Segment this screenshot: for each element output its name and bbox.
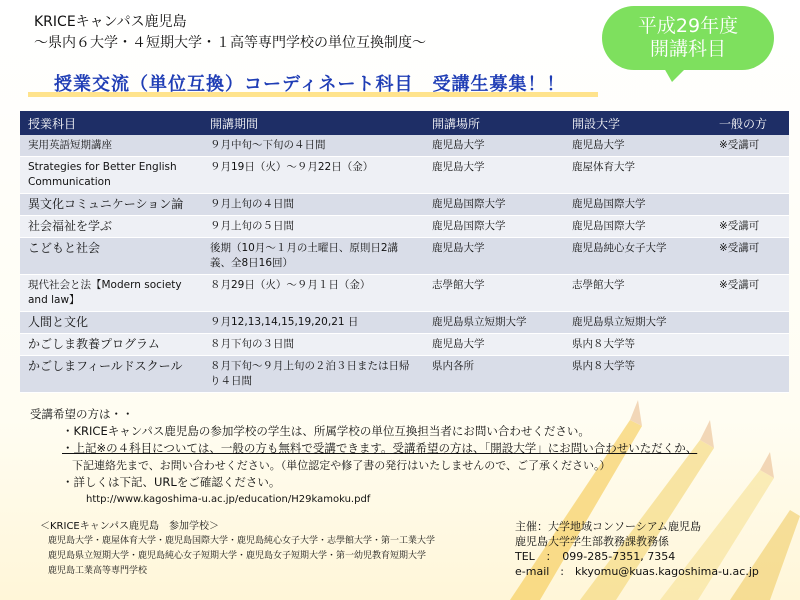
cell-general (711, 194, 789, 216)
member-schools (40, 519, 436, 579)
badge-line-2: 開講科目 (649, 38, 726, 60)
cell-univ: 鹿児島大学 (564, 135, 711, 157)
pdf-link[interactable]: http://www.kagoshima-u.ac.jp/education/H29kamoku.pdf (86, 494, 371, 505)
notes-intro: 受講希望の方は・・ (30, 407, 134, 421)
cell-place: 鹿児島国際大学 (424, 216, 564, 238)
header-general: 一般の方 (711, 111, 789, 135)
cell-univ: 鹿児島県立短期大学 (564, 312, 711, 334)
cell-period: ９月中旬～下旬の４日間 (202, 135, 424, 157)
cell-period: ８月下旬～９月上旬の２泊３日または日帰り４日間 (202, 356, 424, 393)
header-period: 開講期間 (202, 111, 424, 135)
cell-univ: 鹿児島国際大学 (564, 194, 711, 216)
table-row (20, 275, 789, 312)
cell-general: ※受講可 (711, 275, 789, 312)
cell-place: 鹿児島国際大学 (424, 194, 564, 216)
table-row (20, 194, 789, 216)
cell-univ: 県内８大学等 (564, 334, 711, 356)
cell-general: ※受講可 (711, 238, 789, 275)
table-row (20, 135, 789, 157)
cell-general (711, 157, 789, 194)
contact-office: 鹿児島大学学生部教務課教務係 (515, 535, 669, 548)
note-1: ・KRICEキャンパス鹿児島の参加学校の学生は、所属学校の単位互換担当者にお問い合わせください。 (62, 424, 590, 438)
cell-general (711, 334, 789, 356)
note-3: ・詳しくは下記、URLをご確認ください。 (62, 475, 281, 489)
cell-period: ８月29日（火）～９月１日（金） (202, 275, 424, 312)
cell-general: ※受講可 (711, 135, 789, 157)
cell-general (711, 312, 789, 334)
cell-place: 県内各所 (424, 356, 564, 393)
cell-place: 鹿児島大学 (424, 238, 564, 275)
header-title (34, 12, 426, 54)
table-header-row (20, 111, 789, 135)
members-line-1: 鹿児島大学・鹿屋体育大学・鹿児島国際大学・鹿児島純心女子大学・志學館大学・第一工業大学 (48, 536, 436, 546)
badge-line-1: 平成29年度 (637, 15, 739, 37)
cell-period: ９月19日（火）～９月22日（金） (202, 157, 424, 194)
note-2b: 下記連絡先まで、お問い合わせください。（単位認定や修了書の発行はいたしませんので、ご了承ください。） (72, 459, 611, 472)
main-heading: 授業交流（単位互換）コーディネート科目 受講生募集！！ (54, 74, 566, 95)
table-row (20, 216, 789, 238)
cell-course: 人間と文化 (20, 312, 202, 334)
cell-course: 現代社会と法【Modern society and law】 (20, 275, 202, 312)
table-row (20, 238, 789, 275)
cell-univ: 県内８大学等 (564, 356, 711, 393)
cell-univ: 鹿児島純心女子大学 (564, 238, 711, 275)
table-row (20, 157, 789, 194)
cell-period: ９月上旬の４日間 (202, 194, 424, 216)
table-row (20, 356, 789, 393)
course-table (20, 111, 789, 393)
cell-course: かごしま教養プログラム (20, 334, 202, 356)
members-line-3: 鹿児島工業高等専門学校 (48, 566, 148, 576)
cell-course: こどもと社会 (20, 238, 202, 275)
contact-email[interactable]: e-mail : kkyomu@kuas.kagoshima-u.ac.jp (515, 565, 759, 578)
contact-info (515, 519, 759, 579)
cell-general: ※受講可 (711, 216, 789, 238)
header-place: 開講場所 (424, 111, 564, 135)
cell-period: ８月下旬の３日間 (202, 334, 424, 356)
cell-period: ９月12,13,14,15,19,20,21 日 (202, 312, 424, 334)
cell-place: 鹿児島大学 (424, 157, 564, 194)
cell-period: 後期（10月～１月の土曜日、原則日2講義、全8日16回） (202, 238, 424, 275)
cell-course: 実用英語短期講座 (20, 135, 202, 157)
table-row (20, 334, 789, 356)
header-univ: 開設大学 (564, 111, 711, 135)
notes-section (30, 406, 697, 508)
cell-place: 鹿児島大学 (424, 334, 564, 356)
cell-period: ９月上旬の５日間 (202, 216, 424, 238)
header-line-1: KRICEキャンパス鹿児島 (34, 14, 187, 30)
header-course: 授業科目 (20, 111, 202, 135)
cell-univ: 鹿児島国際大学 (564, 216, 711, 238)
cell-general (711, 356, 789, 393)
cell-course: かごしまフィールドスクール (20, 356, 202, 393)
cell-place: 鹿児島大学 (424, 135, 564, 157)
year-badge (602, 6, 774, 70)
header-line-2: ～県内６大学・４短期大学・１高等専門学校の単位互換制度～ (34, 35, 426, 51)
members-title: ＜KRICEキャンパス鹿児島 参加学校＞ (40, 521, 220, 532)
members-line-2: 鹿児島県立短期大学・鹿児島純心女子短期大学・鹿児島女子短期大学・第一幼児教育短期大学 (48, 551, 427, 561)
cell-place: 志學館大学 (424, 275, 564, 312)
contact-tel: TEL ： 099-285-7351, 7354 (515, 550, 676, 563)
cell-course: 異文化コミュニケーション論 (20, 194, 202, 216)
cell-univ: 鹿屋体育大学 (564, 157, 711, 194)
cell-place: 鹿児島県立短期大学 (424, 312, 564, 334)
table-row (20, 312, 789, 334)
note-2a: ・上記※の４科目については、一般の方も無料で受講できます。受講希望の方は、「開設大学」にお問い合わせいただくか、 (62, 441, 698, 455)
contact-organizer: 主催：大学地域コンソーシアム鹿児島 (515, 520, 702, 533)
cell-course: 社会福祉を学ぶ (20, 216, 202, 238)
cell-course: Strategies for Better English Communication (20, 157, 202, 194)
cell-univ: 志學館大学 (564, 275, 711, 312)
